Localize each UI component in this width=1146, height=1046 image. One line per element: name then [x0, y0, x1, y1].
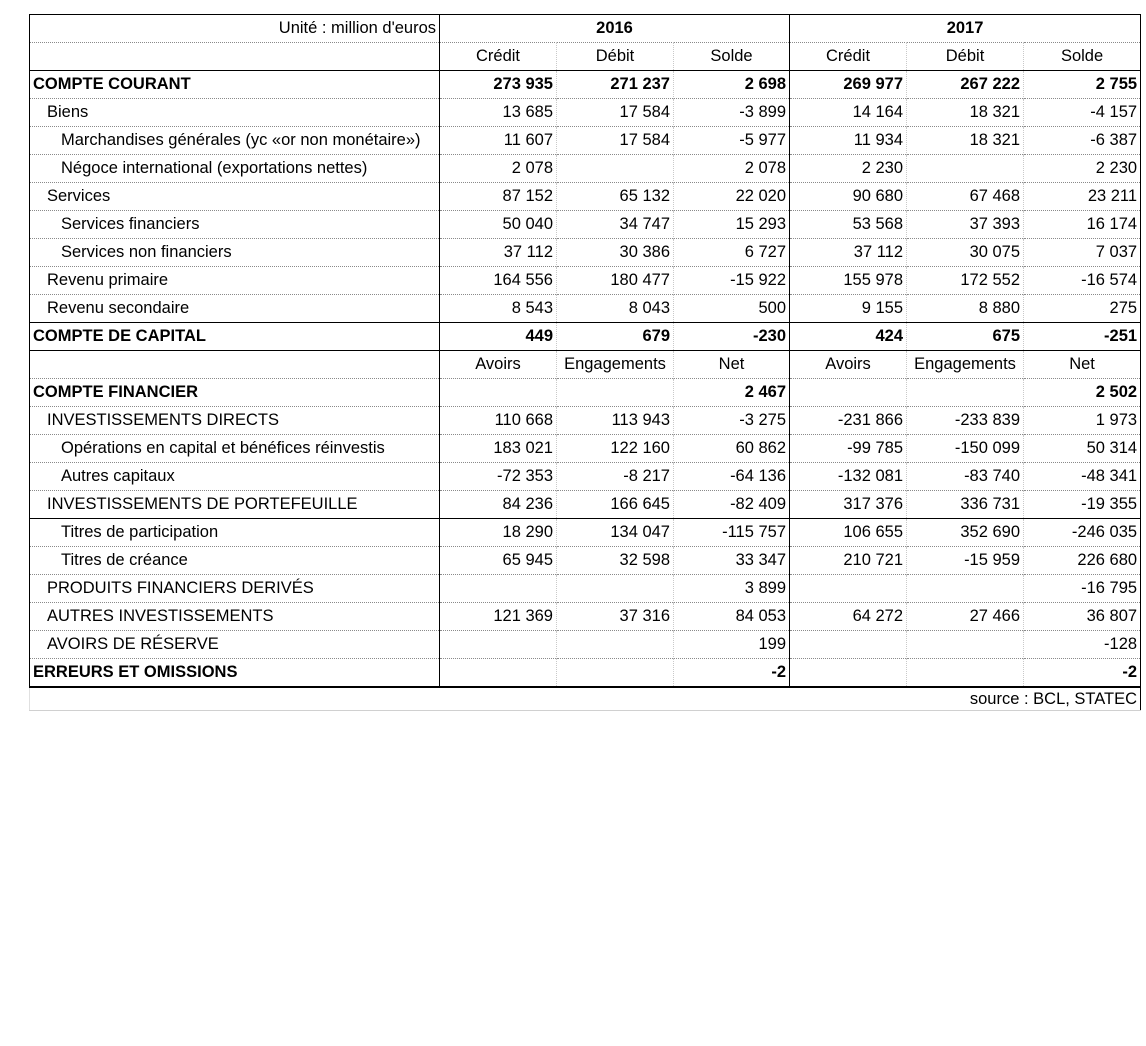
row-services-financiers: [30, 211, 1141, 239]
cell-credit-2017: 9 155: [790, 295, 907, 323]
cell-credit-2017: 14 164: [790, 99, 907, 127]
cell-solde-2017: -251: [1024, 323, 1141, 351]
cell-credit-2016: 11 607: [440, 127, 557, 155]
cell-debit-2016: 17 584: [557, 99, 674, 127]
cell-debit-2017: 675: [907, 323, 1024, 351]
cell-avoirs-2016: [440, 379, 557, 407]
row-investissements-directs: [30, 407, 1141, 435]
source-row: [30, 687, 1141, 711]
col-debit-2016: Débit: [557, 43, 674, 71]
cell-avoirs-2017: -99 785: [790, 435, 907, 463]
cell-credit-2017: 2 230: [790, 155, 907, 183]
row-revenu-secondaire: [30, 295, 1141, 323]
row-label: Biens: [30, 99, 440, 127]
col-avoirs-2016: Avoirs: [440, 351, 557, 379]
cell-avoirs-2016: 110 668: [440, 407, 557, 435]
cell-solde-2017: 23 211: [1024, 183, 1141, 211]
row-negoce: [30, 155, 1141, 183]
balance-of-payments-table: [29, 14, 1141, 711]
cell-avoirs-2017: -231 866: [790, 407, 907, 435]
cell-net-2016: 3 899: [674, 575, 790, 603]
row-label: Services financiers: [30, 211, 440, 239]
row-label: Opérations en capital et bénéfices réinvestis: [30, 435, 440, 463]
row-label: AUTRES INVESTISSEMENTS: [30, 603, 440, 631]
cell-solde-2016: -5 977: [674, 127, 790, 155]
cell-debit-2017: 67 468: [907, 183, 1024, 211]
cell-solde-2016: 22 020: [674, 183, 790, 211]
cell-debit-2017: 37 393: [907, 211, 1024, 239]
cell-debit-2017: 8 880: [907, 295, 1024, 323]
cell-debit-2016: 679: [557, 323, 674, 351]
row-label: Services: [30, 183, 440, 211]
cell-credit-2016: 13 685: [440, 99, 557, 127]
subheader-blank: [30, 43, 440, 71]
cell-avoirs-2017: 317 376: [790, 491, 907, 519]
cell-avoirs-2016: 121 369: [440, 603, 557, 631]
year-2017-header: 2017: [790, 15, 1141, 43]
cell-solde-2017: -4 157: [1024, 99, 1141, 127]
row-avoirs-reserve: [30, 631, 1141, 659]
row-label: Négoce international (exportations nettes): [30, 155, 440, 183]
cell-engagements-2017: -150 099: [907, 435, 1024, 463]
row-label: Revenu secondaire: [30, 295, 440, 323]
row-autres-capitaux: [30, 463, 1141, 491]
source-spacer: [30, 687, 440, 711]
cell-avoirs-2017: [790, 631, 907, 659]
cell-engagements-2017: [907, 575, 1024, 603]
cell-solde-2016: 2 698: [674, 71, 790, 99]
cell-net-2016: 84 053: [674, 603, 790, 631]
cell-solde-2017: 275: [1024, 295, 1141, 323]
subheader-row-current: [30, 43, 1141, 71]
cell-debit-2017: [907, 155, 1024, 183]
cell-avoirs-2016: 84 236: [440, 491, 557, 519]
row-label: COMPTE FINANCIER: [30, 379, 440, 407]
cell-avoirs-2017: [790, 575, 907, 603]
cell-engagements-2017: [907, 659, 1024, 688]
cell-net-2017: -2: [1024, 659, 1141, 688]
subheader-blank: [30, 351, 440, 379]
cell-avoirs-2017: 210 721: [790, 547, 907, 575]
cell-net-2016: 199: [674, 631, 790, 659]
cell-credit-2017: 269 977: [790, 71, 907, 99]
subheader-row-financial: [30, 351, 1141, 379]
cell-avoirs-2016: [440, 631, 557, 659]
cell-debit-2017: 172 552: [907, 267, 1024, 295]
cell-credit-2016: 37 112: [440, 239, 557, 267]
cell-solde-2016: 6 727: [674, 239, 790, 267]
cell-net-2017: 50 314: [1024, 435, 1141, 463]
cell-engagements-2016: [557, 631, 674, 659]
row-investissements-portefeuille: [30, 491, 1141, 519]
cell-net-2017: 2 502: [1024, 379, 1141, 407]
cell-net-2016: -82 409: [674, 491, 790, 519]
cell-credit-2016: 164 556: [440, 267, 557, 295]
cell-net-2016: 2 467: [674, 379, 790, 407]
cell-engagements-2017: 352 690: [907, 519, 1024, 547]
cell-net-2017: -128: [1024, 631, 1141, 659]
cell-engagements-2017: [907, 379, 1024, 407]
cell-solde-2017: 2 755: [1024, 71, 1141, 99]
cell-engagements-2016: 113 943: [557, 407, 674, 435]
cell-credit-2016: 2 078: [440, 155, 557, 183]
row-label: PRODUITS FINANCIERS DERIVÉS: [30, 575, 440, 603]
cell-net-2016: 33 347: [674, 547, 790, 575]
cell-credit-2017: 53 568: [790, 211, 907, 239]
col-credit-2017: Crédit: [790, 43, 907, 71]
cell-engagements-2017: -233 839: [907, 407, 1024, 435]
col-solde-2016: Solde: [674, 43, 790, 71]
cell-net-2017: -19 355: [1024, 491, 1141, 519]
cell-credit-2016: 87 152: [440, 183, 557, 211]
cell-avoirs-2017: 106 655: [790, 519, 907, 547]
row-autres-investissements: [30, 603, 1141, 631]
cell-avoirs-2016: -72 353: [440, 463, 557, 491]
cell-engagements-2016: 166 645: [557, 491, 674, 519]
cell-solde-2017: 7 037: [1024, 239, 1141, 267]
cell-solde-2016: -230: [674, 323, 790, 351]
cell-net-2016: -115 757: [674, 519, 790, 547]
cell-avoirs-2017: -132 081: [790, 463, 907, 491]
cell-engagements-2017: 336 731: [907, 491, 1024, 519]
cell-solde-2017: -6 387: [1024, 127, 1141, 155]
cell-credit-2017: 424: [790, 323, 907, 351]
row-revenu-primaire: [30, 267, 1141, 295]
col-credit-2016: Crédit: [440, 43, 557, 71]
row-label: AVOIRS DE RÉSERVE: [30, 631, 440, 659]
cell-engagements-2016: [557, 659, 674, 688]
col-engagements-2017: Engagements: [907, 351, 1024, 379]
col-solde-2017: Solde: [1024, 43, 1141, 71]
cell-engagements-2016: [557, 575, 674, 603]
cell-engagements-2017: 27 466: [907, 603, 1024, 631]
row-label: Marchandises générales (yc «or non monétaire»): [30, 127, 440, 155]
cell-credit-2017: 155 978: [790, 267, 907, 295]
cell-net-2017: -246 035: [1024, 519, 1141, 547]
cell-net-2017: 36 807: [1024, 603, 1141, 631]
cell-engagements-2016: 134 047: [557, 519, 674, 547]
cell-engagements-2016: 32 598: [557, 547, 674, 575]
row-services-non-financiers: [30, 239, 1141, 267]
cell-solde-2016: 2 078: [674, 155, 790, 183]
source-note: source : BCL, STATEC: [440, 687, 1141, 711]
col-debit-2017: Débit: [907, 43, 1024, 71]
cell-net-2017: -16 795: [1024, 575, 1141, 603]
row-produits-derives: [30, 575, 1141, 603]
cell-avoirs-2017: 64 272: [790, 603, 907, 631]
row-marchandises: [30, 127, 1141, 155]
cell-solde-2016: -15 922: [674, 267, 790, 295]
col-engagements-2016: Engagements: [557, 351, 674, 379]
row-label: ERREURS ET OMISSIONS: [30, 659, 440, 688]
cell-credit-2017: 11 934: [790, 127, 907, 155]
row-compte-financier: [30, 379, 1141, 407]
cell-net-2016: 60 862: [674, 435, 790, 463]
cell-net-2017: 226 680: [1024, 547, 1141, 575]
row-label: COMPTE COURANT: [30, 71, 440, 99]
cell-avoirs-2017: [790, 659, 907, 688]
cell-credit-2016: 449: [440, 323, 557, 351]
row-label: COMPTE DE CAPITAL: [30, 323, 440, 351]
col-net-2017: Net: [1024, 351, 1141, 379]
cell-net-2017: -48 341: [1024, 463, 1141, 491]
cell-credit-2017: 37 112: [790, 239, 907, 267]
cell-engagements-2016: -8 217: [557, 463, 674, 491]
cell-avoirs-2016: 18 290: [440, 519, 557, 547]
cell-engagements-2017: -15 959: [907, 547, 1024, 575]
cell-debit-2017: 30 075: [907, 239, 1024, 267]
cell-debit-2016: [557, 155, 674, 183]
cell-avoirs-2016: [440, 575, 557, 603]
unit-label: Unité : million d'euros: [30, 15, 440, 43]
cell-debit-2016: 8 043: [557, 295, 674, 323]
col-net-2016: Net: [674, 351, 790, 379]
row-label: Titres de créance: [30, 547, 440, 575]
cell-engagements-2016: 122 160: [557, 435, 674, 463]
cell-net-2016: -64 136: [674, 463, 790, 491]
cell-debit-2016: 17 584: [557, 127, 674, 155]
row-services: [30, 183, 1141, 211]
cell-avoirs-2016: 183 021: [440, 435, 557, 463]
row-operations-capital: [30, 435, 1141, 463]
cell-debit-2016: 271 237: [557, 71, 674, 99]
cell-net-2017: 1 973: [1024, 407, 1141, 435]
cell-debit-2017: 267 222: [907, 71, 1024, 99]
cell-credit-2016: 50 040: [440, 211, 557, 239]
cell-engagements-2016: [557, 379, 674, 407]
cell-engagements-2016: 37 316: [557, 603, 674, 631]
cell-solde-2016: 500: [674, 295, 790, 323]
cell-debit-2016: 34 747: [557, 211, 674, 239]
cell-solde-2016: -3 899: [674, 99, 790, 127]
cell-credit-2016: 273 935: [440, 71, 557, 99]
cell-debit-2016: 180 477: [557, 267, 674, 295]
row-erreurs-omissions: [30, 659, 1141, 688]
row-label: Revenu primaire: [30, 267, 440, 295]
row-biens: [30, 99, 1141, 127]
cell-debit-2016: 65 132: [557, 183, 674, 211]
row-label: INVESTISSEMENTS DE PORTEFEUILLE: [30, 491, 440, 519]
cell-debit-2017: 18 321: [907, 127, 1024, 155]
row-label: Autres capitaux: [30, 463, 440, 491]
cell-avoirs-2016: [440, 659, 557, 688]
cell-debit-2016: 30 386: [557, 239, 674, 267]
row-titres-creance: [30, 547, 1141, 575]
cell-net-2016: -3 275: [674, 407, 790, 435]
cell-engagements-2017: -83 740: [907, 463, 1024, 491]
year-header-row: [30, 15, 1141, 43]
row-label: Services non financiers: [30, 239, 440, 267]
cell-engagements-2017: [907, 631, 1024, 659]
row-label: INVESTISSEMENTS DIRECTS: [30, 407, 440, 435]
col-avoirs-2017: Avoirs: [790, 351, 907, 379]
cell-solde-2016: 15 293: [674, 211, 790, 239]
cell-solde-2017: -16 574: [1024, 267, 1141, 295]
cell-solde-2017: 16 174: [1024, 211, 1141, 239]
cell-credit-2017: 90 680: [790, 183, 907, 211]
cell-avoirs-2016: 65 945: [440, 547, 557, 575]
cell-credit-2016: 8 543: [440, 295, 557, 323]
row-label: Titres de participation: [30, 519, 440, 547]
row-compte-capital: [30, 323, 1141, 351]
cell-debit-2017: 18 321: [907, 99, 1024, 127]
cell-solde-2017: 2 230: [1024, 155, 1141, 183]
row-compte-courant: [30, 71, 1141, 99]
row-titres-participation: [30, 519, 1141, 547]
cell-net-2016: -2: [674, 659, 790, 688]
year-2016-header: 2016: [440, 15, 790, 43]
cell-avoirs-2017: [790, 379, 907, 407]
